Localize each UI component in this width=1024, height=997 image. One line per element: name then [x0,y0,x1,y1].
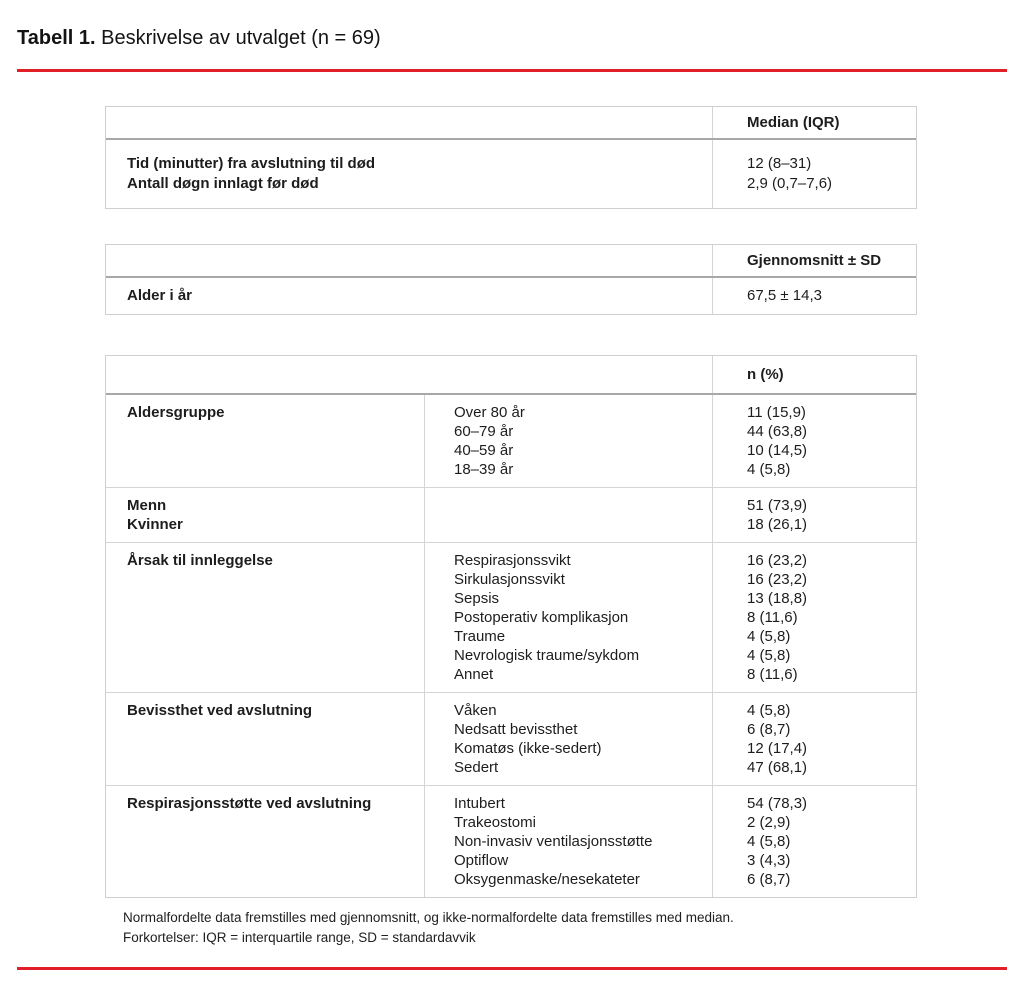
value: 54 (78,3) [747,795,808,812]
value: 67,5 ± 14,3 [747,287,822,304]
table-row-arsak [106,542,916,692]
value: 18 (26,1) [747,516,808,533]
value: 2 (2,9) [747,814,791,831]
row-label: Respirasjonsstøtte ved avslutning [127,795,372,812]
footnote-normality: Normalfordelte data fremstilles med gjennomsnitt, og ikke-normalfordelte data fremstilles med median. [123,910,734,925]
category-item: Sepsis [454,590,500,607]
value: 4 (5,8) [747,833,791,850]
row-label-cell [106,786,425,897]
category-item: 40–59 år [454,442,514,459]
row-label: Menn [127,497,167,514]
column-header-median-iqr: Median (IQR) [747,114,840,131]
table-row [106,278,916,314]
category-item: Traume [454,628,506,645]
table-mean-sd [105,244,917,315]
row-label-cell [106,488,425,542]
row-label: Bevissthet ved avslutning [127,702,313,719]
top-red-rule [17,69,1007,72]
row-label: Kvinner [127,516,183,533]
value: 51 (73,9) [747,497,808,514]
category-cell [425,693,713,785]
category-item: Komatøs (ikke-sedert) [454,740,602,757]
row-label-cell [106,395,425,487]
table-caption-number: Tabell 1. [17,27,96,49]
value: 4 (5,8) [747,461,791,478]
table-row-aldersgruppe [106,395,916,487]
category-cell [425,543,713,692]
value: 4 (5,8) [747,647,791,664]
column-header-n-percent: n (%) [747,366,784,383]
row-label-cell [106,543,425,692]
category-item: Nevrologisk traume/sykdom [454,647,640,664]
category-cell [425,395,713,487]
category-item: Postoperativ komplikasjon [454,609,629,626]
table-row-kjonn [106,487,916,542]
category-item: Optiflow [454,852,509,869]
category-item: Non-invasiv ventilasjonsstøtte [454,833,653,850]
row-label: Alder i år [127,287,193,304]
value-cell [713,278,916,314]
value-cell [713,395,916,487]
category-item: Respirasjonssvikt [454,552,571,569]
row-label: Aldersgruppe [127,404,225,421]
table-n-percent [105,355,917,898]
category-item: Sedert [454,759,499,776]
value: 4 (5,8) [747,628,791,645]
value: 47 (68,1) [747,759,808,776]
value: 16 (23,2) [747,571,808,588]
value: 13 (18,8) [747,590,808,607]
value-cell [713,693,916,785]
row-label-cell [106,140,713,208]
footnote-abbreviations: Forkortelser: IQR = interquartile range, SD = standardavvik [123,930,476,945]
category-item: Over 80 år [454,404,525,421]
header-spacer-cell [106,245,713,276]
category-item: Trakeostomi [454,814,536,831]
value: 6 (8,7) [747,721,791,738]
table-row-respirasjonsstotte [106,785,916,897]
table-row-bevissthet [106,692,916,785]
table-row [106,140,916,208]
value: 2,9 (0,7–7,6) [747,175,833,192]
row-label-cell [106,693,425,785]
table-header-row [106,107,916,140]
row-label-cell [106,278,713,314]
category-item: 18–39 år [454,461,514,478]
value: 3 (4,3) [747,852,791,869]
bottom-red-rule [17,967,1007,970]
category-item: Nedsatt bevissthet [454,721,578,738]
value-cell [713,786,916,897]
row-label: Tid (minutter) fra avslutning til død [127,155,376,172]
value: 11 (15,9) [747,404,806,421]
value: 12 (17,4) [747,740,808,757]
value: 6 (8,7) [747,871,791,888]
table-header-row [106,356,916,395]
table-caption-text: Beskrivelse av utvalget (n = 69) [101,27,381,49]
table-median-iqr [105,106,917,209]
value-cell [713,140,916,208]
category-cell-empty [425,488,713,542]
category-item: 60–79 år [454,423,514,440]
column-header-mean-sd: Gjennomsnitt ± SD [747,252,882,269]
header-spacer-cell [106,356,713,393]
category-item: Våken [454,702,497,719]
value: 16 (23,2) [747,552,808,569]
value: 44 (63,8) [747,423,808,440]
category-item: Oksygenmaske/nesekateter [454,871,640,888]
value-cell [713,543,916,692]
value: 12 (8–31) [747,155,812,172]
value-cell [713,488,916,542]
table-header-row [106,245,916,278]
value: 8 (11,6) [747,609,798,626]
value: 10 (14,5) [747,442,808,459]
row-label: Antall døgn innlagt før død [127,175,319,192]
table-caption [17,27,381,50]
category-cell [425,786,713,897]
category-item: Sirkulasjonssvikt [454,571,565,588]
category-item: Intubert [454,795,505,812]
table-footnotes [123,908,734,948]
value: 8 (11,6) [747,666,798,683]
category-item: Annet [454,666,494,683]
header-spacer-cell [106,107,713,138]
value: 4 (5,8) [747,702,791,719]
row-label: Årsak til innleggelse [127,552,273,569]
